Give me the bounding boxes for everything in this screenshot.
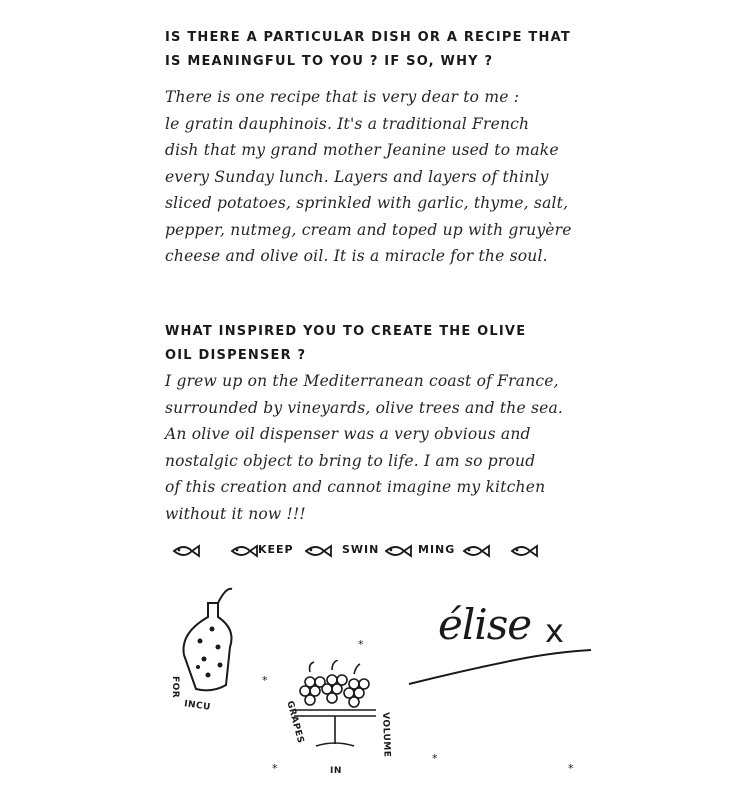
- answer-1-line: pepper, nutmeg, cream and toped up with gruyère: [165, 220, 572, 239]
- answer-1-paragraph: [165, 84, 572, 270]
- doodle-label-incu: INCU: [183, 699, 212, 713]
- fish-icon: [382, 544, 412, 558]
- question-1-line: IS MEANINGFUL TO YOU ? IF SO, WHY ?: [165, 54, 494, 69]
- answer-2-line: An olive oil dispenser was a very obvious and: [165, 425, 531, 443]
- signature-kiss-mark: x: [545, 612, 564, 650]
- fish-icon: [460, 544, 490, 558]
- answer-1-line: sliced potatoes, sprinkled with garlic, thyme, salt,: [165, 194, 569, 212]
- question-2-line: WHAT INSPIRED YOU TO CREATE THE OLIVE: [165, 324, 527, 339]
- tagline-word-keep: KEEP: [258, 543, 294, 556]
- tagline-word-ming: MING: [418, 543, 456, 556]
- answer-2-line: I grew up on the Mediterranean coast of France,: [165, 372, 559, 390]
- tagline-word-swin: SWIN: [342, 543, 380, 556]
- doodle-label-for: FOR: [170, 676, 180, 699]
- answer-2-line: of this creation and cannot imagine my kitchen: [165, 478, 546, 496]
- answer-1-line: every Sunday lunch. Layers and layers of thinly: [165, 167, 549, 186]
- fish-icon: [302, 544, 332, 558]
- doodle-label-volume: VOLUME: [380, 712, 392, 758]
- answer-2-line: surrounded by vineyards, olive trees and the sea.: [165, 398, 564, 417]
- keep-swimming-row: [170, 540, 550, 564]
- answer-1-line: cheese and olive oil. It is a miracle for the soul.: [165, 247, 548, 265]
- question-1-heading: [165, 26, 571, 74]
- star-icon: *: [568, 762, 574, 775]
- doodle-label-in: IN: [330, 766, 342, 776]
- signature-name: élise: [438, 600, 532, 649]
- fish-icon: [508, 544, 538, 558]
- star-icon: *: [358, 638, 364, 651]
- star-icon: *: [272, 762, 278, 775]
- answer-1-line: There is one recipe that is very dear to me :: [165, 88, 520, 106]
- question-2-line: OIL DISPENSER ?: [165, 348, 307, 363]
- answer-2-line: without it now !!!: [165, 504, 306, 523]
- star-icon: *: [262, 674, 268, 687]
- star-icon: *: [432, 752, 438, 765]
- question-1-line: IS THERE A PARTICULAR DISH OR A RECIPE THAT: [165, 30, 571, 45]
- answer-1-line: dish that my grand mother Jeanine used to make: [165, 141, 559, 159]
- doodle-label-grapes: GRAPES: [284, 700, 306, 745]
- fish-icon: [228, 544, 258, 558]
- answer-1-line: le gratin dauphinois. It's a traditional French: [165, 114, 530, 133]
- answer-2-paragraph: [165, 368, 563, 527]
- olive-oil-bottle-icon: [168, 585, 248, 695]
- fish-icon: [170, 544, 200, 558]
- signature-underline: [405, 640, 595, 690]
- answer-2-line: nostalgic object to bring to life. I am so proud: [165, 451, 536, 470]
- question-2-heading: [165, 320, 526, 368]
